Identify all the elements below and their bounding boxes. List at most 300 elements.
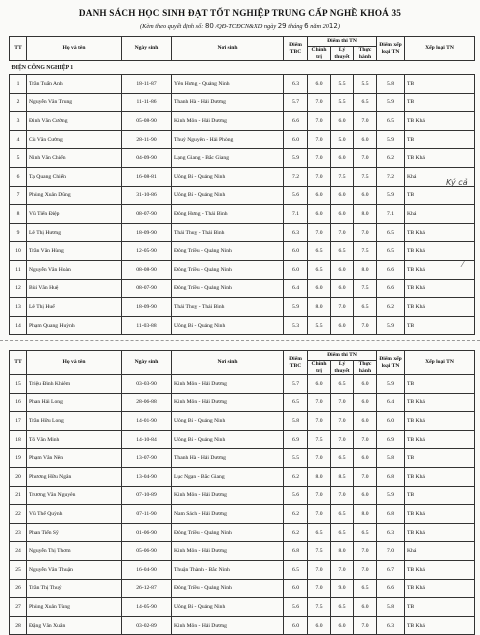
cell-name: Nguyễn Văn Hoàn bbox=[27, 260, 122, 279]
cell-gpa: 5.9 bbox=[284, 149, 308, 168]
header-dob: Ngày sinh bbox=[122, 351, 172, 375]
cell-dob: 28-06-88 bbox=[122, 393, 172, 412]
cell-gpa: 6.2 bbox=[284, 523, 308, 542]
header-exam-group: Điểm thi TN bbox=[308, 37, 377, 47]
cell-theory: 6.5 bbox=[331, 523, 354, 542]
cell-name: Phùng Xuân Tùng bbox=[27, 598, 122, 617]
cell-grade: TB bbox=[405, 598, 475, 617]
cell-birthplace: Kinh Môn - Hải Dương bbox=[172, 542, 284, 561]
subtitle-month-label: tháng bbox=[288, 23, 303, 30]
cell-dob: 08-07-90 bbox=[122, 279, 172, 298]
table-row bbox=[10, 430, 475, 449]
cell-grade-score: 5.9 bbox=[377, 375, 405, 394]
cell-tt: 16 bbox=[10, 393, 27, 412]
cell-dob: 12-05-90 bbox=[122, 242, 172, 261]
cell-birthplace: Uông Bí - Quảng Ninh bbox=[172, 598, 284, 617]
cell-practice: 7.0 bbox=[354, 112, 377, 131]
cell-grade-score: 6.7 bbox=[377, 560, 405, 579]
cell-grade: TB Khá bbox=[405, 112, 475, 131]
header-birthplace: Nơi sinh bbox=[172, 351, 284, 375]
cell-grade: TB Khá bbox=[405, 579, 475, 598]
cell-grade: TB Khá bbox=[405, 505, 475, 524]
cell-theory: 7.0 bbox=[331, 430, 354, 449]
cell-politics: 7.0 bbox=[308, 130, 331, 149]
cell-practice: 6.0 bbox=[354, 186, 377, 205]
cell-gpa: 5.9 bbox=[284, 298, 308, 317]
cell-birthplace: Yên Hưng - Quảng Ninh bbox=[172, 75, 284, 94]
cell-theory: 6.0 bbox=[331, 279, 354, 298]
cell-name: Trương Văn Nguyên bbox=[27, 486, 122, 505]
cell-grade: Khá bbox=[405, 542, 475, 561]
table-row bbox=[10, 505, 475, 524]
cell-gpa: 6.5 bbox=[284, 560, 308, 579]
cell-practice: 7.0 bbox=[354, 316, 377, 335]
subtitle-prefix: (Kèm theo quyết định số: bbox=[140, 23, 204, 30]
cell-birthplace: Đông Triều - Quảng Ninh bbox=[172, 260, 284, 279]
table-row bbox=[10, 186, 475, 205]
cell-gpa: 6.0 bbox=[284, 616, 308, 635]
subtitle-year-label: năm 20 bbox=[310, 23, 329, 30]
cell-gpa: 6.6 bbox=[284, 112, 308, 131]
cell-grade-score: 6.2 bbox=[377, 298, 405, 317]
subtitle-middle: /QĐ-TCĐCN&XD ngày bbox=[215, 23, 277, 30]
table-row bbox=[10, 242, 475, 261]
header-theory: Lý thuyết bbox=[331, 361, 354, 375]
cell-grade: TB bbox=[405, 449, 475, 468]
cell-name: Nguyễn Văn Thuận bbox=[27, 560, 122, 579]
cell-practice: 7.0 bbox=[354, 542, 377, 561]
page-title: DANH SÁCH HỌC SINH ĐẠT TỐT NGHIỆP TRUNG CẤP NGHỀ KHOÁ 35 bbox=[78, 8, 402, 18]
cell-gpa: 5.3 bbox=[284, 316, 308, 335]
cell-theory: 5.0 bbox=[331, 130, 354, 149]
cell-grade: Khá bbox=[405, 205, 475, 224]
cell-gpa: 6.0 bbox=[284, 130, 308, 149]
cell-grade-score: 7.2 bbox=[377, 167, 405, 186]
cell-theory: 7.0 bbox=[331, 223, 354, 242]
cell-grade-score: 5.9 bbox=[377, 186, 405, 205]
cell-grade-score: 6.5 bbox=[377, 112, 405, 131]
header-gpa: Điểm TBC bbox=[284, 351, 308, 375]
cell-tt: 21 bbox=[10, 486, 27, 505]
table-row bbox=[10, 598, 475, 617]
cell-gpa: 5.6 bbox=[284, 598, 308, 617]
cell-tt: 19 bbox=[10, 449, 27, 468]
cell-name: Nguyễn Thị Thơm bbox=[27, 542, 122, 561]
cell-gpa: 6.3 bbox=[284, 75, 308, 94]
cell-name: Phan Tiến Sỹ bbox=[27, 523, 122, 542]
cell-birthplace: Thái Thuỵ - Thái Bình bbox=[172, 223, 284, 242]
cell-grade: TB Khá bbox=[405, 298, 475, 317]
cell-practice: 7.0 bbox=[354, 616, 377, 635]
cell-practice: 7.0 bbox=[354, 149, 377, 168]
cell-birthplace: Uông Bí - Quảng Ninh bbox=[172, 167, 284, 186]
cell-grade-score: 6.3 bbox=[377, 616, 405, 635]
cell-grade: TB Khá bbox=[405, 223, 475, 242]
cell-politics: 6.0 bbox=[308, 205, 331, 224]
cell-grade: TB Khá bbox=[405, 467, 475, 486]
margin-handwritten-note: Ký cả bbox=[446, 178, 468, 187]
cell-theory: 7.0 bbox=[331, 560, 354, 579]
cell-politics: 7.0 bbox=[308, 486, 331, 505]
cell-politics: 6.5 bbox=[308, 242, 331, 261]
cell-tt: 1 bbox=[10, 75, 27, 94]
cell-dob: 05-08-90 bbox=[122, 112, 172, 131]
cell-grade-score: 6.0 bbox=[377, 412, 405, 431]
cell-dob: 05-06-90 bbox=[122, 542, 172, 561]
table-row bbox=[10, 223, 475, 242]
header-gpa: Điểm TBC bbox=[284, 37, 308, 61]
cell-grade-score: 5.8 bbox=[377, 598, 405, 617]
cell-politics: 7.5 bbox=[308, 542, 331, 561]
cell-dob: 14-01-90 bbox=[122, 412, 172, 431]
cell-dob: 03-03-90 bbox=[122, 375, 172, 394]
cell-name: Phùng Xuân Dũng bbox=[27, 186, 122, 205]
cell-tt: 18 bbox=[10, 430, 27, 449]
cell-grade-score: 6.6 bbox=[377, 260, 405, 279]
cell-grade: TB bbox=[405, 186, 475, 205]
cell-dob: 14-05-90 bbox=[122, 598, 172, 617]
cell-grade: TB Khá bbox=[405, 393, 475, 412]
cell-grade-score: 6.8 bbox=[377, 467, 405, 486]
cell-politics: 6.5 bbox=[308, 260, 331, 279]
header-grade-score: Điểm xếp loại TN bbox=[377, 351, 405, 375]
cell-birthplace: Uông Bí - Quảng Ninh bbox=[172, 412, 284, 431]
cell-practice: 6.5 bbox=[354, 579, 377, 598]
cell-theory: 8.5 bbox=[331, 467, 354, 486]
cell-tt: 23 bbox=[10, 523, 27, 542]
cell-theory: 6.5 bbox=[331, 505, 354, 524]
cell-gpa: 6.8 bbox=[284, 542, 308, 561]
students-table-bottom bbox=[9, 350, 475, 635]
cell-grade-score: 6.8 bbox=[377, 505, 405, 524]
cell-theory: 6.5 bbox=[331, 449, 354, 468]
cell-politics: 6.0 bbox=[308, 279, 331, 298]
cell-tt: 15 bbox=[10, 375, 27, 394]
cell-birthplace: Nam Sách - Hải Dương bbox=[172, 505, 284, 524]
cell-politics: 7.0 bbox=[308, 149, 331, 168]
table-row bbox=[10, 149, 475, 168]
cell-grade: TB Khá bbox=[405, 260, 475, 279]
cell-tt: 7 bbox=[10, 186, 27, 205]
table-row bbox=[10, 375, 475, 394]
cell-dob: 07-10-89 bbox=[122, 486, 172, 505]
cell-theory: 6.0 bbox=[331, 616, 354, 635]
cell-tt: 24 bbox=[10, 542, 27, 561]
cell-tt: 14 bbox=[10, 316, 27, 335]
cell-grade-score: 5.9 bbox=[377, 93, 405, 112]
cell-grade-score: 5.9 bbox=[377, 316, 405, 335]
cell-birthplace: Thuỷ Nguyên - Hải Phòng bbox=[172, 130, 284, 149]
cell-grade: TB bbox=[405, 93, 475, 112]
cell-grade-score: 6.6 bbox=[377, 579, 405, 598]
cell-tt: 26 bbox=[10, 579, 27, 598]
cell-grade-score: 7.1 bbox=[377, 205, 405, 224]
cell-theory: 9.0 bbox=[331, 579, 354, 598]
cell-tt: 9 bbox=[10, 223, 27, 242]
cell-grade-score: 7.0 bbox=[377, 542, 405, 561]
cell-name: Phương Hữu Ngân bbox=[27, 467, 122, 486]
cell-politics: 7.0 bbox=[308, 167, 331, 186]
table-body-top bbox=[10, 61, 475, 335]
cell-politics: 6.0 bbox=[308, 375, 331, 394]
cell-name: Tạ Quang Chiến bbox=[27, 167, 122, 186]
cell-grade-score: 5.9 bbox=[377, 130, 405, 149]
subtitle-suffix: ) bbox=[337, 23, 340, 30]
cell-politics: 6.5 bbox=[308, 523, 331, 542]
cell-theory: 7.0 bbox=[331, 393, 354, 412]
cell-dob: 04-09-90 bbox=[122, 149, 172, 168]
cell-grade: TB Khá bbox=[405, 149, 475, 168]
cell-gpa: 6.0 bbox=[284, 579, 308, 598]
cell-name: Triệu Đình Khiêm bbox=[27, 375, 122, 394]
cell-grade-score: 5.8 bbox=[377, 75, 405, 94]
cell-politics: 7.0 bbox=[308, 393, 331, 412]
header-practice: Thực hành bbox=[354, 47, 377, 61]
table-header-top bbox=[10, 37, 475, 61]
table-row bbox=[10, 316, 475, 335]
header-name: Họ và tên bbox=[27, 351, 122, 375]
cell-birthplace: Uông Bí - Quảng Ninh bbox=[172, 430, 284, 449]
cell-theory: 6.0 bbox=[331, 205, 354, 224]
cell-grade-score: 6.6 bbox=[377, 279, 405, 298]
cell-theory: 6.5 bbox=[331, 598, 354, 617]
table-row bbox=[10, 523, 475, 542]
cell-dob: 11-03-88 bbox=[122, 316, 172, 335]
cell-tt: 2 bbox=[10, 93, 27, 112]
cell-theory: 6.5 bbox=[331, 375, 354, 394]
cell-birthplace: Uông Bí - Quảng Ninh bbox=[172, 186, 284, 205]
cell-politics: 8.0 bbox=[308, 298, 331, 317]
cell-practice: 6.0 bbox=[354, 130, 377, 149]
cell-dob: 28-11-90 bbox=[122, 130, 172, 149]
cell-name: Cù Văn Cường bbox=[27, 130, 122, 149]
cell-practice: 6.0 bbox=[354, 598, 377, 617]
cell-grade: TB Khá bbox=[405, 430, 475, 449]
cell-name: Vũ Thế Quỳnh bbox=[27, 505, 122, 524]
cell-tt: 4 bbox=[10, 130, 27, 149]
cell-dob: 16-08-81 bbox=[122, 167, 172, 186]
cell-theory: 8.0 bbox=[331, 542, 354, 561]
cell-theory: 6.0 bbox=[331, 149, 354, 168]
cell-dob: 18-11-87 bbox=[122, 75, 172, 94]
cell-politics: 6.0 bbox=[308, 616, 331, 635]
cell-gpa: 7.2 bbox=[284, 167, 308, 186]
cell-gpa: 5.8 bbox=[284, 412, 308, 431]
cell-practice: 8.0 bbox=[354, 505, 377, 524]
cell-name: Trần Hữu Long bbox=[27, 412, 122, 431]
cell-tt: 13 bbox=[10, 298, 27, 317]
cell-birthplace: Kinh Môn - Hải Dương bbox=[172, 616, 284, 635]
table-row bbox=[10, 467, 475, 486]
cell-gpa: 5.5 bbox=[284, 449, 308, 468]
cell-birthplace: Lạng Giang - Bắc Giang bbox=[172, 149, 284, 168]
table-row bbox=[10, 130, 475, 149]
table-body-bottom bbox=[10, 375, 475, 635]
header-grade-score: Điểm xếp loại TN bbox=[377, 37, 405, 61]
cell-practice: 7.0 bbox=[354, 560, 377, 579]
cell-birthplace: Kinh Môn - Hải Dương bbox=[172, 375, 284, 394]
cell-birthplace: Kinh Môn - Hải Dương bbox=[172, 112, 284, 131]
cell-theory: 5.5 bbox=[331, 93, 354, 112]
cell-practice: 6.5 bbox=[354, 523, 377, 542]
cell-tt: 22 bbox=[10, 505, 27, 524]
cell-birthplace: Lục Ngạn - Bắc Giang bbox=[172, 467, 284, 486]
cell-dob: 13-07-90 bbox=[122, 449, 172, 468]
header-practice: Thực hành bbox=[354, 361, 377, 375]
cell-dob: 11-11-86 bbox=[122, 93, 172, 112]
cell-dob: 13-04-90 bbox=[122, 467, 172, 486]
cell-grade: TB Khá bbox=[405, 616, 475, 635]
cell-politics: 6.0 bbox=[308, 75, 331, 94]
cell-birthplace: Đông Triều - Quảng Ninh bbox=[172, 279, 284, 298]
cell-dob: 08-08-90 bbox=[122, 260, 172, 279]
cell-birthplace: Đông Triều - Quảng Ninh bbox=[172, 579, 284, 598]
cell-practice: 7.0 bbox=[354, 223, 377, 242]
cell-grade: TB Khá bbox=[405, 279, 475, 298]
cell-name: Phạm Văn Nên bbox=[27, 449, 122, 468]
cell-politics: 7.0 bbox=[308, 579, 331, 598]
cell-name: Nguyễn Văn Trung bbox=[27, 93, 122, 112]
handwritten-day: 29 bbox=[277, 22, 287, 30]
cell-practice: 6.0 bbox=[354, 393, 377, 412]
cell-politics: 7.0 bbox=[308, 112, 331, 131]
cell-practice: 7.5 bbox=[354, 279, 377, 298]
cell-politics: 7.0 bbox=[308, 412, 331, 431]
cell-name: Phạm Quang Huỳnh bbox=[27, 316, 122, 335]
cell-birthplace: Kinh Môn - Hải Dương bbox=[172, 486, 284, 505]
cell-tt: 5 bbox=[10, 149, 27, 168]
cell-politics: 7.5 bbox=[308, 598, 331, 617]
cell-name: Ninh Văn Chiến bbox=[27, 149, 122, 168]
cell-theory: 7.0 bbox=[331, 298, 354, 317]
table-row bbox=[10, 393, 475, 412]
cell-gpa: 5.7 bbox=[284, 93, 308, 112]
cell-grade: TB bbox=[405, 316, 475, 335]
cell-name: Lê Thị Huế bbox=[27, 298, 122, 317]
cell-dob: 16-04-90 bbox=[122, 560, 172, 579]
cell-grade: TB Khá bbox=[405, 523, 475, 542]
cell-grade: TB Khá bbox=[405, 412, 475, 431]
cell-gpa: 6.0 bbox=[284, 260, 308, 279]
cell-practice: 7.0 bbox=[354, 430, 377, 449]
cell-grade: Khá bbox=[405, 167, 475, 186]
section-title: ĐIỆN CÔNG NGHIỆP 1 bbox=[10, 61, 475, 75]
table-row bbox=[10, 260, 475, 279]
header-exam-group: Điểm thi TN bbox=[308, 351, 377, 361]
cell-dob: 14-10-84 bbox=[122, 430, 172, 449]
cell-grade: TB Khá bbox=[405, 560, 475, 579]
table-row bbox=[10, 75, 475, 94]
cell-grade-score: 5.8 bbox=[377, 449, 405, 468]
cell-gpa: 5.7 bbox=[284, 375, 308, 394]
table-row bbox=[10, 560, 475, 579]
cell-gpa: 7.1 bbox=[284, 205, 308, 224]
header-dob: Ngày sinh bbox=[122, 37, 172, 61]
cell-practice: 6.5 bbox=[354, 93, 377, 112]
table-row bbox=[10, 167, 475, 186]
cell-theory: 7.0 bbox=[331, 486, 354, 505]
cell-birthplace: Đông Triều - Quảng Ninh bbox=[172, 242, 284, 261]
cell-practice: 7.0 bbox=[354, 467, 377, 486]
handwritten-decision-number: 80 bbox=[204, 22, 214, 30]
table-header-bottom bbox=[10, 351, 475, 375]
cell-tt: 20 bbox=[10, 467, 27, 486]
cell-birthplace: Kinh Môn - Hải Dương bbox=[172, 393, 284, 412]
cell-theory: 6.0 bbox=[331, 316, 354, 335]
cell-birthplace: Thanh Hà - Hải Dương bbox=[172, 449, 284, 468]
cell-tt: 10 bbox=[10, 242, 27, 261]
cell-theory: 5.5 bbox=[331, 75, 354, 94]
header-tt: TT bbox=[10, 37, 27, 61]
cell-name: Vũ Tiến Điệp bbox=[27, 205, 122, 224]
header-theory: Lý thuyết bbox=[331, 47, 354, 61]
students-table-top bbox=[9, 36, 475, 335]
cell-grade: TB bbox=[405, 375, 475, 394]
table-row bbox=[10, 579, 475, 598]
table-row bbox=[10, 616, 475, 635]
table-row bbox=[10, 205, 475, 224]
cell-politics: 7.0 bbox=[308, 505, 331, 524]
cell-politics: 8.0 bbox=[308, 467, 331, 486]
cell-name: Trần Văn Hùng bbox=[27, 242, 122, 261]
cell-grade-score: 6.3 bbox=[377, 523, 405, 542]
cell-practice: 7.5 bbox=[354, 242, 377, 261]
cell-gpa: 5.6 bbox=[284, 486, 308, 505]
table-row bbox=[10, 486, 475, 505]
cell-tt: 11 bbox=[10, 260, 27, 279]
cell-practice: 5.5 bbox=[354, 75, 377, 94]
cell-practice: 8.0 bbox=[354, 205, 377, 224]
cell-practice: 6.5 bbox=[354, 298, 377, 317]
cell-theory: 7.5 bbox=[331, 167, 354, 186]
cell-name: Bùi Văn Huệ bbox=[27, 279, 122, 298]
cell-name: Lê Thị Hương bbox=[27, 223, 122, 242]
table-row bbox=[10, 112, 475, 131]
cell-grade-score: 6.9 bbox=[377, 430, 405, 449]
cell-theory: 6.0 bbox=[331, 260, 354, 279]
handwritten-year: 12 bbox=[328, 22, 338, 30]
cell-gpa: 6.4 bbox=[284, 279, 308, 298]
cell-politics: 7.5 bbox=[308, 430, 331, 449]
cell-grade-score: 6.5 bbox=[377, 242, 405, 261]
cell-dob: 31-10-86 bbox=[122, 186, 172, 205]
cell-practice: 7.5 bbox=[354, 167, 377, 186]
table-row bbox=[10, 298, 475, 317]
cell-birthplace: Đông Hưng - Thái Bình bbox=[172, 205, 284, 224]
cell-dob: 18-09-90 bbox=[122, 298, 172, 317]
cell-gpa: 6.2 bbox=[284, 505, 308, 524]
table-row bbox=[10, 279, 475, 298]
cell-practice: 6.0 bbox=[354, 375, 377, 394]
table-row bbox=[10, 449, 475, 468]
cell-tt: 25 bbox=[10, 560, 27, 579]
cell-tt: 3 bbox=[10, 112, 27, 131]
cell-tt: 27 bbox=[10, 598, 27, 617]
cell-politics: 7.0 bbox=[308, 449, 331, 468]
header-tt: TT bbox=[10, 351, 27, 375]
cell-politics: 5.5 bbox=[308, 316, 331, 335]
cell-birthplace: Thuận Thành - Bắc Ninh bbox=[172, 560, 284, 579]
cell-dob: 01-06-90 bbox=[122, 523, 172, 542]
cell-theory: 6.0 bbox=[331, 186, 354, 205]
cell-gpa: 6.9 bbox=[284, 430, 308, 449]
cell-birthplace: Uông Bí - Quảng Ninh bbox=[172, 316, 284, 335]
cell-grade-score: 6.5 bbox=[377, 223, 405, 242]
cell-birthplace: Đông Triều - Quảng Ninh bbox=[172, 523, 284, 542]
cell-grade: TB bbox=[405, 130, 475, 149]
cell-politics: 6.0 bbox=[308, 186, 331, 205]
cell-gpa: 6.5 bbox=[284, 393, 308, 412]
